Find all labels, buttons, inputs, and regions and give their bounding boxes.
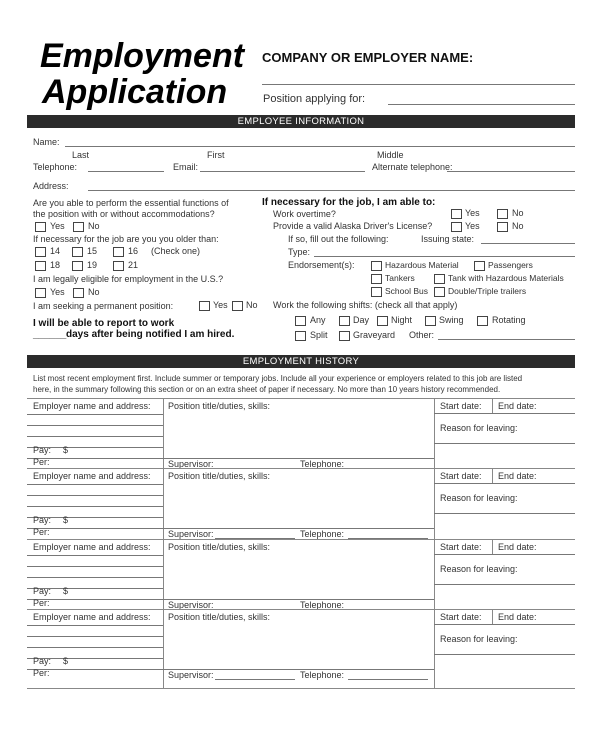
history-block-4-per-label: Per: — [33, 668, 50, 678]
type-field[interactable] — [314, 256, 575, 257]
history-block-3-supervisor-label: Supervisor: — [168, 600, 214, 610]
history-block-1-supervisor-label: Supervisor: — [168, 459, 214, 469]
eligible-q: I am legally eligible for employment in the U.S.? — [33, 274, 224, 284]
history-block-2-employer-line-1[interactable] — [27, 484, 163, 485]
title-employment: Employment — [40, 37, 245, 75]
essential-no-label: No — [88, 221, 100, 231]
hazmat-checkbox[interactable] — [371, 261, 382, 271]
shift-other-label: Other: — [409, 330, 435, 340]
overtime-yes-label: Yes — [465, 208, 480, 218]
history-block-2-employer-line-2[interactable] — [27, 495, 163, 496]
shift-swing-label: Swing — [439, 315, 464, 325]
telephone-label: Telephone: — [33, 162, 78, 172]
history-block-1-telephone-label: Telephone: — [300, 459, 345, 469]
license-yes-label: Yes — [465, 221, 480, 231]
title-application: Application — [42, 73, 228, 111]
history-block-3-employer-label: Employer name and address: — [33, 542, 151, 552]
history-block-4-employer-line-1[interactable] — [27, 625, 163, 626]
tankers-checkbox[interactable] — [371, 274, 382, 284]
double-triple-checkbox[interactable] — [434, 287, 445, 297]
history-block-4-divider-1 — [163, 609, 164, 688]
overtime-yes-checkbox[interactable] — [451, 209, 462, 219]
history-block-1-employer-line-1[interactable] — [27, 414, 163, 415]
age-19-checkbox[interactable] — [72, 261, 83, 271]
age-21-checkbox[interactable] — [113, 261, 124, 271]
necessary-heading: If necessary for the job, I am able to: — [262, 197, 436, 208]
history-block-4-pay-label: Pay: — [33, 656, 52, 666]
history-block-2-position-label: Position title/duties, skills: — [168, 471, 271, 481]
last-label: Last — [72, 150, 90, 160]
history-block-1-dates-line[interactable] — [434, 413, 575, 414]
history-block-3-start-label: Start date: — [440, 542, 482, 552]
history-block-1-position-label: Position title/duties, skills: — [168, 401, 271, 411]
company-label: COMPANY OR EMPLOYER NAME: — [262, 50, 474, 65]
age-18-label: 18 — [50, 260, 61, 270]
shift-graveyard-checkbox[interactable] — [339, 331, 350, 341]
age-16-label: 16 — [128, 246, 139, 256]
name-field[interactable] — [65, 146, 575, 147]
name-label: Name: — [33, 137, 60, 147]
shift-split-label: Split — [310, 330, 328, 340]
history-block-2-reason-line[interactable] — [434, 513, 575, 514]
shift-day-checkbox[interactable] — [339, 316, 350, 326]
check-one-label: (Check one) — [151, 246, 201, 256]
email-field[interactable] — [200, 171, 365, 172]
report-line1: I will be able to report to work — [33, 318, 175, 329]
history-block-1-start-label: Start date: — [440, 401, 482, 411]
shift-swing-checkbox[interactable] — [425, 316, 436, 326]
history-block-1-pay-label: Pay: — [33, 445, 52, 455]
age-14-label: 14 — [50, 246, 61, 256]
history-block-4-position-label: Position title/duties, skills: — [168, 612, 271, 622]
history-block-4-telephone-label: Telephone: — [300, 670, 345, 680]
essential-no-checkbox[interactable] — [73, 222, 84, 232]
history-block-3-divider-1 — [163, 539, 164, 611]
history-block-1-employer-label: Employer name and address: — [33, 401, 151, 411]
history-block-3-per-label: Per: — [33, 598, 50, 608]
history-block-4-employer-line-3[interactable] — [27, 647, 163, 648]
position-label: Position applying for: — [263, 93, 366, 105]
history-intro-line1: List most recent employment first. Include summer or temporary jobs. Include all your experience or employers related to this job are listed — [33, 374, 523, 383]
history-block-4-telephone-field[interactable] — [348, 679, 428, 680]
double-triple-label: Double/Triple trailers — [448, 286, 527, 296]
age-15-checkbox[interactable] — [72, 247, 83, 257]
history-block-1-date-divider — [492, 398, 493, 413]
history-block-4-reason-label: Reason for leaving: — [440, 634, 518, 644]
eligible-yes-checkbox[interactable] — [35, 288, 46, 298]
telephone-field[interactable] — [88, 171, 164, 172]
issuing-state-field[interactable] — [481, 243, 575, 244]
history-block-1-end-label: End date: — [498, 401, 537, 411]
history-block-3-dollar-sign: $ — [63, 586, 69, 596]
report-line2: days after being notified I am hired. — [66, 329, 235, 340]
tank-hazmat-label: Tank with Hazardous Materials — [448, 273, 564, 283]
history-block-2-employer-label: Employer name and address: — [33, 471, 151, 481]
history-block-4-start-label: Start date: — [440, 612, 482, 622]
older-q: If necessary for the job are you you older than: — [33, 234, 219, 244]
shift-night-label: Night — [391, 315, 413, 325]
passengers-checkbox[interactable] — [474, 261, 485, 271]
history-block-1-per-label: Per: — [33, 457, 50, 467]
license-no-checkbox[interactable] — [497, 222, 508, 232]
address-label: Address: — [33, 181, 69, 191]
history-block-3-position-label: Position title/duties, skills: — [168, 542, 271, 552]
essential-q-line2: the position with or without accommodations? — [33, 209, 215, 219]
alt-phone-label: Alternate telephone: — [372, 162, 453, 172]
permanent-yes-label: Yes — [213, 300, 228, 310]
school-bus-label: School Bus — [385, 286, 428, 296]
report-days-blank[interactable]: ______ — [33, 329, 67, 340]
age-15-label: 15 — [87, 246, 98, 256]
shifts-q: Work the following shifts: (check all that apply) — [273, 300, 458, 310]
eligible-yes-label: Yes — [50, 287, 65, 297]
history-block-3-date-divider — [492, 539, 493, 554]
middle-label: Middle — [377, 150, 404, 160]
license-yes-checkbox[interactable] — [451, 222, 462, 232]
essential-yes-label: Yes — [50, 221, 65, 231]
history-block-4-end-label: End date: — [498, 612, 537, 622]
history-block-1-reason-line[interactable] — [434, 443, 575, 444]
history-block-3-dates-line[interactable] — [434, 554, 575, 555]
if-so-label: If so, fill out the following: — [288, 234, 389, 244]
history-block-4-employer-label: Employer name and address: — [33, 612, 151, 622]
history-block-2-per-label: Per: — [33, 527, 50, 537]
history-block-2-telephone-label: Telephone: — [300, 529, 345, 539]
essential-q-line1: Are you able to perform the essential functions of — [33, 198, 229, 208]
type-label: Type: — [288, 247, 311, 257]
alt-phone-field[interactable] — [447, 171, 575, 172]
first-label: First — [207, 150, 225, 160]
history-table-bottom-border — [27, 688, 575, 689]
history-block-2-date-divider — [492, 468, 493, 483]
history-block-4-supervisor-field[interactable] — [215, 679, 295, 680]
shift-split-checkbox[interactable] — [295, 331, 306, 341]
history-block-3-divider-2 — [434, 539, 435, 611]
overtime-no-label: No — [512, 208, 524, 218]
history-block-2-dates-line[interactable] — [434, 483, 575, 484]
passengers-label: Passengers — [488, 260, 533, 270]
history-block-3-end-label: End date: — [498, 542, 537, 552]
endorsements-label: Endorsement(s): — [288, 260, 355, 270]
history-block-2-employer-line-3[interactable] — [27, 506, 163, 507]
shift-rotating-checkbox[interactable] — [477, 316, 488, 326]
shift-night-checkbox[interactable] — [377, 316, 388, 326]
history-block-4-divider-2 — [434, 609, 435, 688]
email-label: Email: — [173, 162, 199, 172]
history-block-2-pay-label: Pay: — [33, 515, 52, 525]
eligible-no-checkbox[interactable] — [73, 288, 84, 298]
history-block-2-supervisor-label: Supervisor: — [168, 529, 214, 539]
history-block-4-reason-line[interactable] — [434, 654, 575, 655]
history-block-1-divider-2 — [434, 398, 435, 470]
tankers-label: Tankers — [385, 273, 415, 283]
history-block-3-telephone-label: Telephone: — [300, 600, 345, 610]
history-block-2-start-label: Start date: — [440, 471, 482, 481]
history-block-2-reason-label: Reason for leaving: — [440, 493, 518, 503]
history-block-1-divider-1 — [163, 398, 164, 470]
history-block-4-dollar-sign: $ — [63, 656, 69, 666]
essential-yes-checkbox[interactable] — [35, 222, 46, 232]
shift-any-label: Any — [310, 315, 326, 325]
history-block-1-dollar-sign: $ — [63, 445, 69, 455]
tank-hazmat-checkbox[interactable] — [434, 274, 445, 284]
shift-day-label: Day — [353, 315, 370, 325]
history-block-2-divider-2 — [434, 468, 435, 540]
license-label: Provide a valid Alaska Driver's License? — [273, 221, 433, 231]
history-block-3-pay-label: Pay: — [33, 586, 52, 596]
history-block-3-reason-label: Reason for leaving: — [440, 564, 518, 574]
age-18-checkbox[interactable] — [35, 261, 46, 271]
history-block-3-employer-line-3[interactable] — [27, 577, 163, 578]
age-16-checkbox[interactable] — [113, 247, 124, 257]
permanent-yes-checkbox[interactable] — [199, 301, 210, 311]
position-field[interactable] — [388, 104, 575, 105]
history-block-1-employer-line-2[interactable] — [27, 425, 163, 426]
permanent-no-label: No — [246, 300, 258, 310]
history-block-2-divider-1 — [163, 468, 164, 540]
permanent-no-checkbox[interactable] — [232, 301, 243, 311]
shift-graveyard-label: Graveyard — [353, 330, 396, 340]
history-block-1-reason-label: Reason for leaving: — [440, 423, 518, 433]
history-block-4-supervisor-label: Supervisor: — [168, 670, 214, 680]
history-block-3-employer-line-2[interactable] — [27, 566, 163, 567]
history-block-2-dollar-sign: $ — [63, 515, 69, 525]
shift-any-checkbox[interactable] — [295, 316, 306, 326]
company-name-field[interactable] — [262, 84, 575, 85]
employment-history-bar: EMPLOYMENT HISTORY — [27, 355, 575, 368]
shift-other-field[interactable] — [438, 339, 575, 340]
age-19-label: 19 — [87, 260, 98, 270]
history-block-2-end-label: End date: — [498, 471, 537, 481]
history-block-3-employer-line-1[interactable] — [27, 555, 163, 556]
employee-info-bar: EMPLOYEE INFORMATION — [27, 115, 575, 128]
license-no-label: No — [512, 221, 524, 231]
history-block-3-reason-line[interactable] — [434, 584, 575, 585]
overtime-label: Work overtime? — [273, 209, 336, 219]
age-14-checkbox[interactable] — [35, 247, 46, 257]
hazmat-label: Hazardous Material — [385, 260, 459, 270]
school-bus-checkbox[interactable] — [371, 287, 382, 297]
history-intro-line2: here, in the summary following this section or on an extra sheet of paper if necessary. No more than 10 years history recommended. — [33, 385, 501, 394]
age-21-label: 21 — [128, 260, 139, 270]
history-block-1-employer-line-3[interactable] — [27, 436, 163, 437]
overtime-no-checkbox[interactable] — [497, 209, 508, 219]
address-field[interactable] — [88, 190, 575, 191]
history-block-4-date-divider — [492, 609, 493, 624]
shift-rotating-label: Rotating — [492, 315, 526, 325]
issuing-state-label: Issuing state: — [421, 234, 475, 244]
permanent-q: I am seeking a permanent position: — [33, 301, 174, 311]
history-block-4-dates-line[interactable] — [434, 624, 575, 625]
history-block-4-employer-line-2[interactable] — [27, 636, 163, 637]
eligible-no-label: No — [88, 287, 100, 297]
